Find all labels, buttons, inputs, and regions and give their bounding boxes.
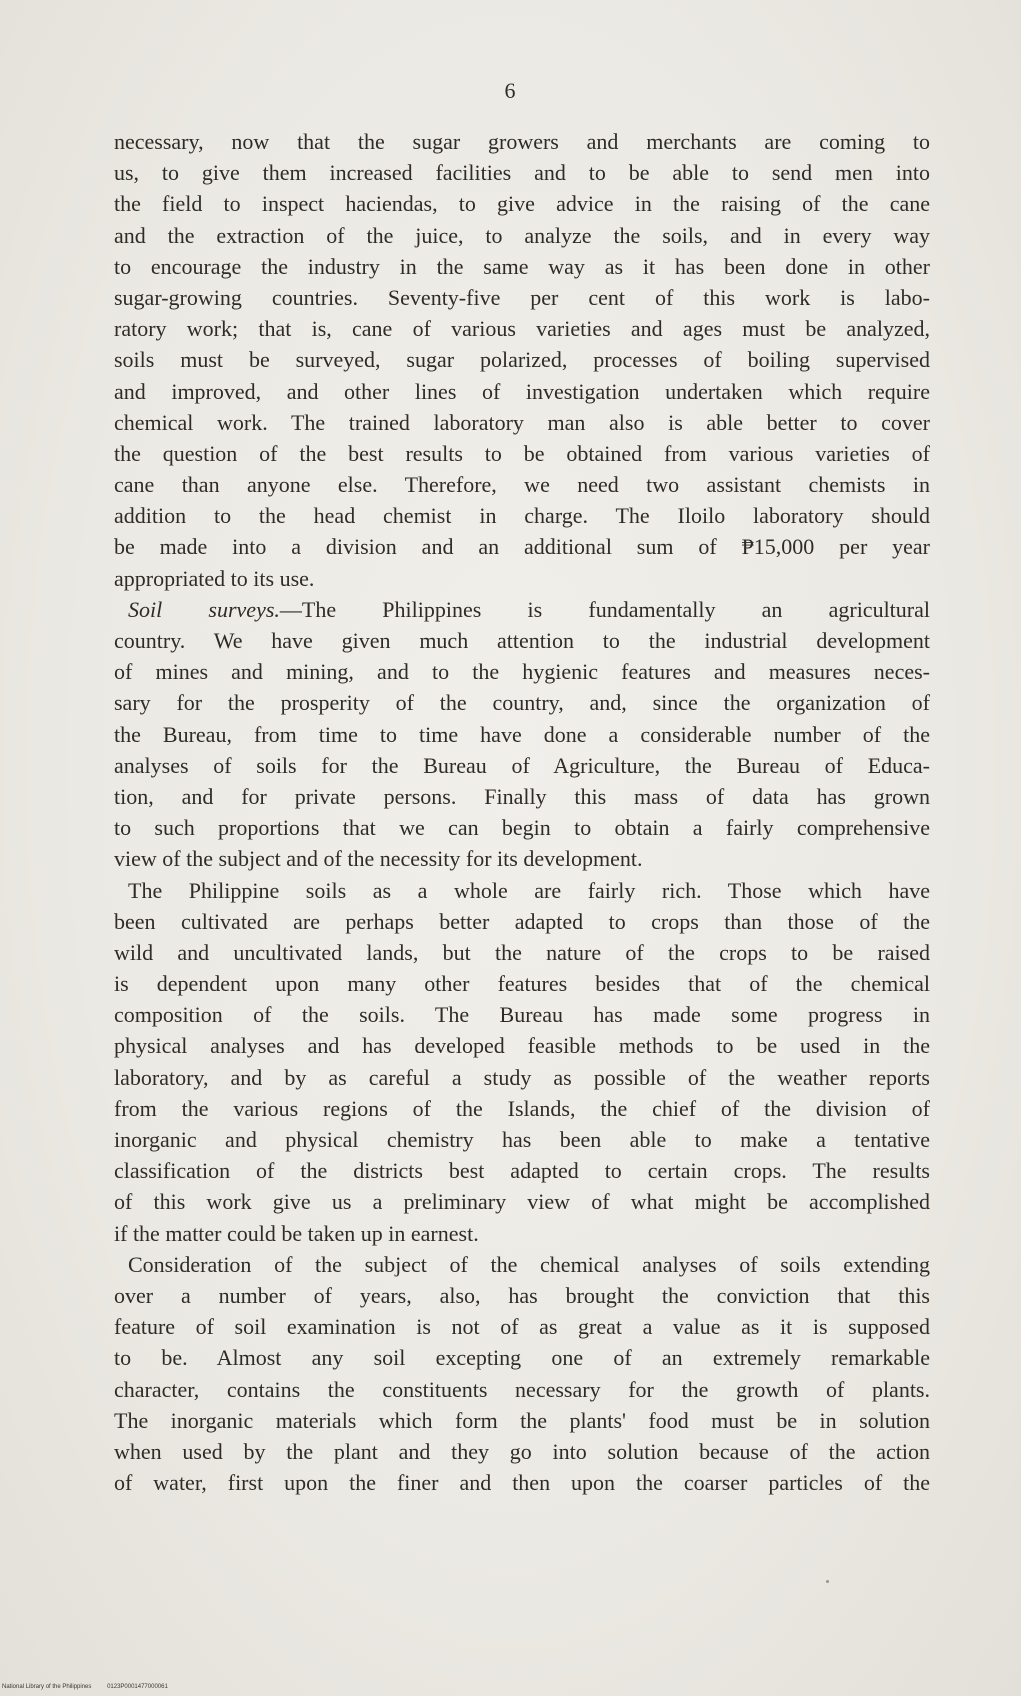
text-line: wild and uncultivated lands, but the nature of the crops to be raised bbox=[114, 939, 930, 965]
text-line: view of the subject and of the necessity for its development. bbox=[114, 846, 643, 872]
text-line: of water, first upon the finer and then upon the coarser particles of the bbox=[114, 1470, 930, 1496]
text-line: character, contains the constituents necessary for the growth of plants. bbox=[114, 1376, 930, 1402]
section-heading: Soil surveys. bbox=[128, 596, 280, 622]
text-line: if the matter could be taken up in earnest. bbox=[114, 1220, 479, 1246]
text-line: The Philippine soils as a whole are fairly rich. Those which have bbox=[128, 877, 930, 903]
text-line: is dependent upon many other features besides that of the chemical bbox=[114, 971, 930, 997]
text-line: from the various regions of the Islands, the chief of the division of bbox=[114, 1095, 930, 1121]
page-body bbox=[114, 126, 930, 1498]
text-line: be made into a division and an additional sum of ₱15,000 per year bbox=[114, 534, 930, 560]
text-line: tion, and for private persons. Finally this mass of data has grown bbox=[114, 783, 930, 809]
text-line: Consideration of the subject of the chemical analyses of soils extending bbox=[128, 1251, 930, 1277]
text-line: appropriated to its use. bbox=[114, 565, 315, 591]
text-line: chemical work. The trained laboratory man also is able better to cover bbox=[114, 409, 930, 435]
soil-surveys-first-line bbox=[114, 594, 930, 625]
text-line: sugar-growing countries. Seventy-five per cent of this work is labo- bbox=[114, 284, 930, 310]
text-line: laboratory, and by as careful a study as possible of the weather reports bbox=[114, 1064, 930, 1090]
footer-library: National Library of the Philippines bbox=[2, 1684, 92, 1690]
text-line: classification of the districts best adapted to certain crops. The results bbox=[114, 1158, 930, 1184]
text-line: to such proportions that we can begin to obtain a fairly comprehensive bbox=[114, 815, 930, 841]
text-line: and improved, and other lines of investigation undertaken which require bbox=[114, 378, 930, 404]
text-line: over a number of years, also, has brought the conviction that this bbox=[114, 1282, 930, 1308]
text-line: to be. Almost any soil excepting one of an extremely remarkable bbox=[114, 1345, 930, 1371]
text-line: soils must be surveyed, sugar polarized, processes of boiling supervised bbox=[114, 347, 930, 373]
text-line: country. We have given much attention to the industrial development bbox=[114, 628, 930, 653]
text-line: sary for the prosperity of the country, and, since the organization of bbox=[114, 690, 930, 716]
text-line: necessary, now that the sugar growers and merchants are coming to bbox=[114, 129, 930, 154]
text-line: the question of the best results to be obtained from various varieties of bbox=[114, 440, 930, 466]
text-line: feature of soil examination is not of as great a value as it is supposed bbox=[114, 1314, 930, 1340]
text-line: cane than anyone else. Therefore, we need two assistant chemists in bbox=[114, 472, 930, 498]
text-line: been cultivated are perhaps better adapted to crops than those of the bbox=[114, 908, 930, 934]
text-line: to encourage the industry in the same way as it has been done in other bbox=[114, 253, 930, 279]
page-number: 6 bbox=[504, 78, 517, 103]
text-line: inorganic and physical chemistry has been able to make a tentative bbox=[114, 1127, 930, 1152]
text-line: ratory work; that is, cane of various varieties and ages must be analyzed, bbox=[114, 316, 930, 342]
text-line: composition of the soils. The Bureau has made some progress in bbox=[114, 1002, 930, 1028]
text-line: when used by the plant and they go into solution because of the action bbox=[114, 1438, 930, 1464]
scan-footer bbox=[2, 1684, 168, 1690]
text-line: us, to give them increased facilities and to be able to send men into bbox=[114, 160, 930, 186]
text-fragment: —The Philippines is fundamentally an agricultural bbox=[279, 596, 930, 622]
scan-speck bbox=[826, 1580, 829, 1583]
text-line: the field to inspect haciendas, to give advice in the raising of the cane bbox=[114, 191, 930, 217]
text-line: of this work give us a preliminary view of what might be accomplished bbox=[114, 1189, 930, 1215]
text-line: of mines and mining, and to the hygienic features and measures neces- bbox=[114, 659, 930, 685]
text-line: the Bureau, from time to time have done a considerable number of the bbox=[114, 721, 930, 747]
text-line: analyses of soils for the Bureau of Agriculture, the Bureau of Educa- bbox=[114, 752, 930, 778]
footer-id: 0123P0001477000061 bbox=[107, 1684, 168, 1690]
text-line: and the extraction of the juice, to analyze the soils, and in every way bbox=[114, 222, 930, 248]
text-line: addition to the head chemist in charge. The Iloilo laboratory should bbox=[114, 503, 930, 529]
text-line: physical analyses and has developed feasible methods to be used in the bbox=[114, 1033, 930, 1059]
text-line: The inorganic materials which form the plants' food must be in solution bbox=[114, 1407, 930, 1433]
